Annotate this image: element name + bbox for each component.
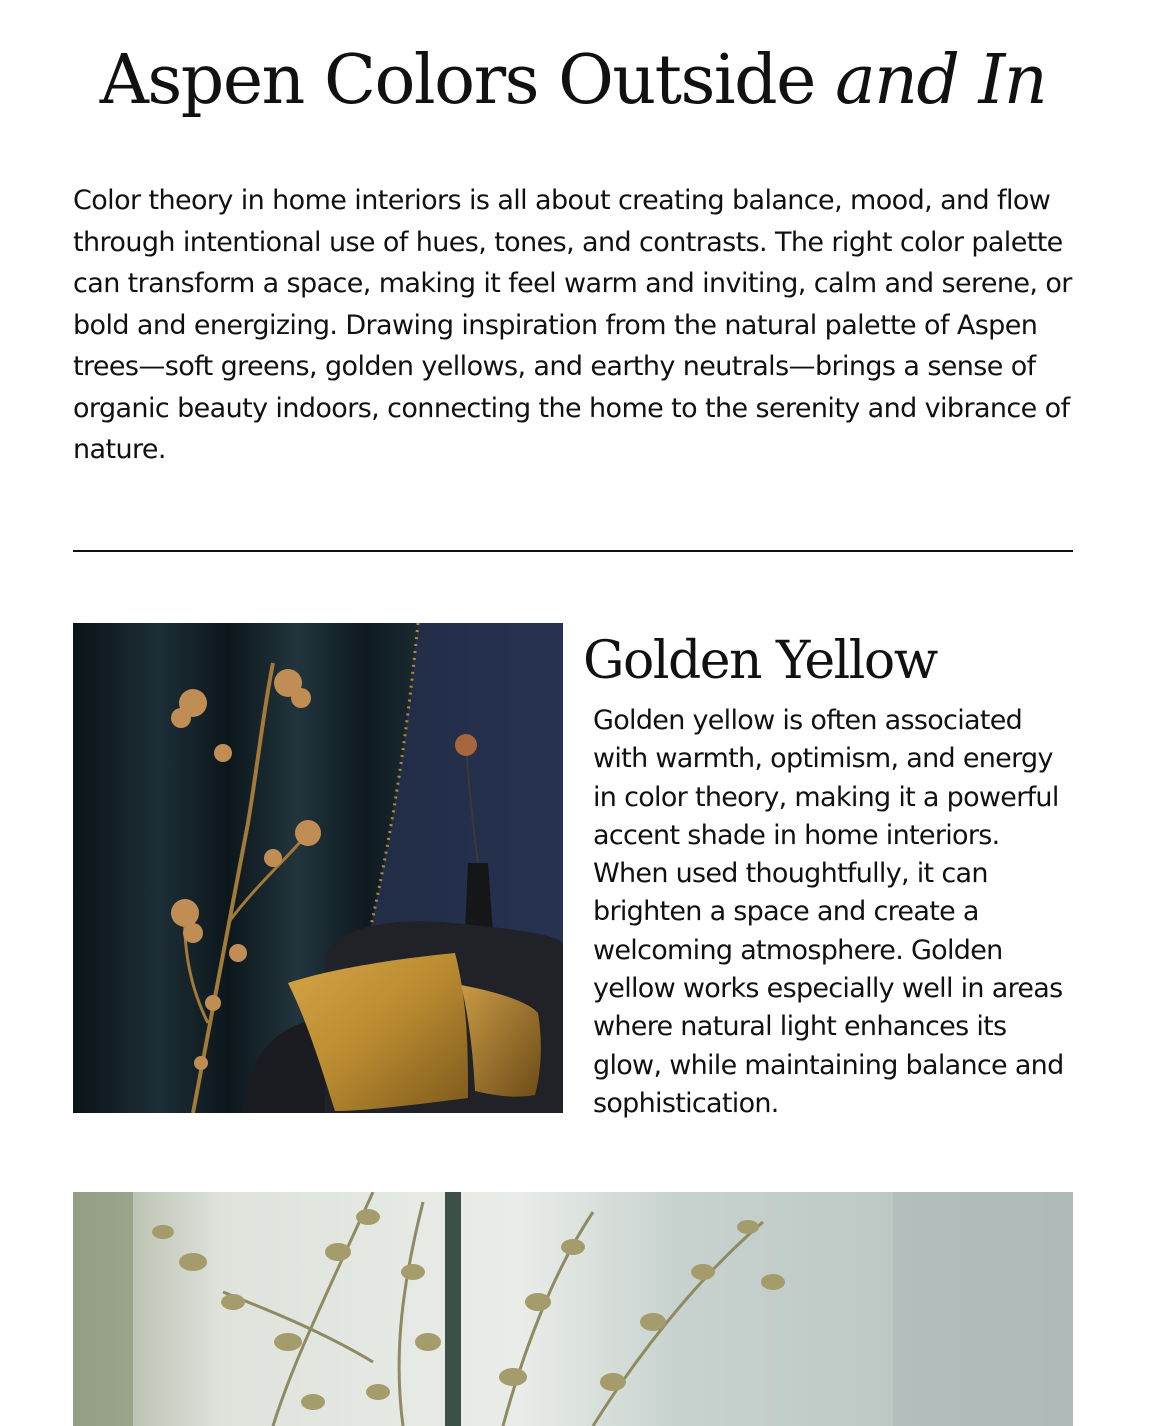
page-title	[0, 38, 1146, 124]
golden-yellow-photo	[73, 623, 563, 1113]
sage-green-photo	[73, 1192, 1073, 1426]
intro-paragraph: Color theory in home interiors is all about creating balance, mood, and flow through intentional use of hues, tones, and contrasts. The right color palette can transform a space, making it feel warm and inviting, calm and serene, or bold and energizing. Drawing inspiration from the natural palette of Aspen trees—soft greens, golden yellows, and earthy neutrals—brings a sense of organic beauty indoors, connecting the home to the serenity and vibrance of nature.	[73, 185, 1072, 465]
title-italic: and In	[835, 41, 1047, 120]
title-main: Aspen Colors Outside	[99, 41, 815, 120]
section-divider	[73, 550, 1073, 552]
section-title-golden-yellow: Golden Yellow	[583, 631, 937, 691]
section-body-golden-yellow: Golden yellow is often associated with warmth, optimism, and energy in color theory, making it a powerful accent shade in home interiors. When used thoughtfully, it can brighten a space and create a welcoming atmosphere. Golden yellow works especially well in areas where natural light enhances its glow, while maintaining balance and sophistication.	[593, 705, 1064, 1119]
